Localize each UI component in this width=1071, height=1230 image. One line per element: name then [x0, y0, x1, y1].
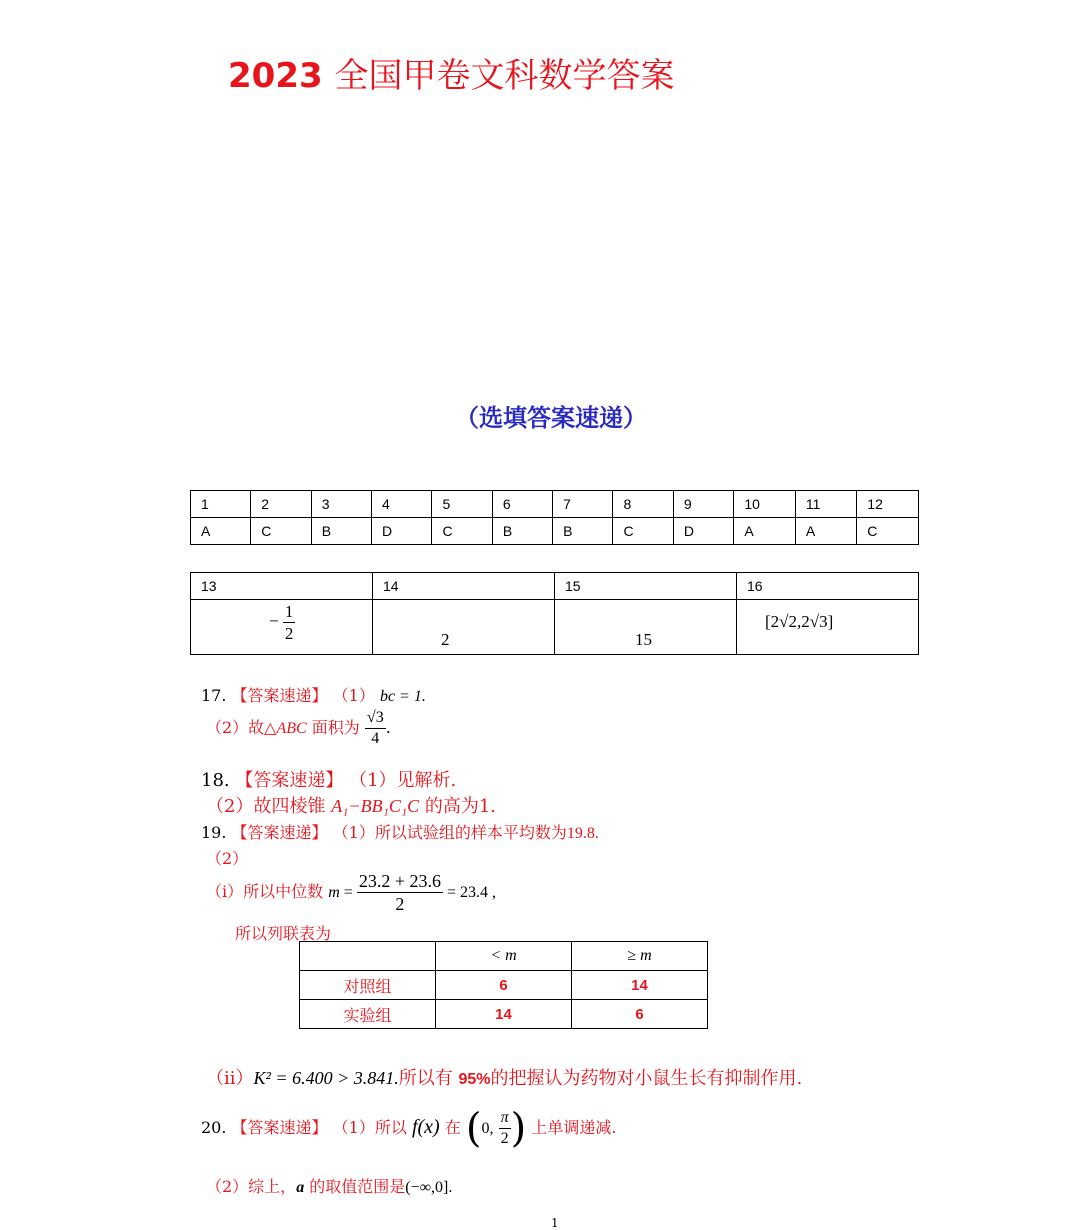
table-row [191, 518, 919, 545]
fraction-numerator: √3 [365, 710, 386, 729]
title-year: 2023 [228, 56, 323, 96]
answer-tag: 【答案速递】 [231, 686, 328, 705]
page-title [228, 48, 674, 97]
q18-line1 [201, 766, 456, 792]
fraction-numerator: π [499, 1110, 511, 1129]
contingency-table [299, 941, 708, 1029]
function: f(x) [411, 1116, 440, 1138]
table-cell: 14 [572, 971, 708, 1000]
table-cell: 6 [436, 971, 572, 1000]
fraction [357, 872, 443, 913]
question-number: 10 [734, 491, 796, 518]
q20-line2 [206, 1174, 452, 1197]
part-text: （1）所以 [332, 1118, 412, 1137]
part-text: 所以有 [398, 1068, 459, 1089]
fraction-numerator: 23.2 + 23.6 [358, 871, 441, 891]
answer-cell: B [553, 518, 613, 545]
part-text: 面积为 [306, 718, 360, 737]
q20-line1 [201, 1104, 616, 1152]
answer-cell-16 [737, 600, 919, 655]
question-number: 9 [673, 491, 733, 518]
question-number: 1 [191, 491, 251, 518]
math-value: 19.8. [566, 825, 599, 842]
question-number: 4 [372, 491, 432, 518]
math-expression: bc = 1. [379, 688, 426, 705]
interval-start: 0, [481, 1120, 494, 1137]
math-result: = 23.4 , [442, 884, 496, 901]
fraction-denominator: 2 [284, 624, 294, 643]
math-range: (−∞,0]. [405, 1179, 453, 1196]
part-text: （2）综上， [206, 1177, 297, 1196]
section-subtitle: （选填答案速递） [455, 404, 647, 432]
answer-15: 15 [635, 630, 652, 649]
q19-line-ii [206, 1064, 802, 1090]
table-row [300, 1000, 708, 1029]
answer-cell: C [432, 518, 492, 545]
q19-line3 [206, 872, 496, 913]
question-number: 6 [492, 491, 552, 518]
table-cell: 14 [436, 1000, 572, 1029]
open-paren: ( [465, 1105, 482, 1152]
math-expression: K² = 6.400 > 3.841. [253, 1068, 399, 1088]
answer-tag: 【答案速递】 [235, 770, 344, 791]
part-text: （1）所以试验组的样本平均数为 [332, 823, 567, 842]
part-label: （2） [206, 849, 249, 868]
answer-tag: 【答案速递】 [231, 823, 328, 842]
answer-cell: B [311, 518, 371, 545]
period: . [385, 718, 391, 737]
table-row [191, 600, 919, 655]
row-label: 对照组 [300, 971, 436, 1000]
part-text: （2）故△ [206, 718, 277, 737]
question-number: 11 [795, 491, 856, 518]
q18-line2 [206, 792, 496, 818]
answer-cell: C [613, 518, 673, 545]
empty-cell [300, 942, 436, 971]
page-number: 1 [551, 1216, 559, 1230]
question-number: 13 [191, 573, 373, 600]
part-text: 的取值范围是 [304, 1177, 406, 1196]
table-row [300, 942, 708, 971]
answer-cell: B [492, 518, 552, 545]
part-text: （2）故四棱锥 [206, 796, 332, 817]
question-number: 18. [201, 770, 230, 791]
triangle-name: ABC [276, 720, 307, 737]
row-label: 实验组 [300, 1000, 436, 1029]
answer-14: 2 [441, 630, 450, 649]
question-number: 8 [613, 491, 673, 518]
table-row [300, 971, 708, 1000]
close-paren: ) [510, 1105, 527, 1152]
part-label: （ii） [206, 1068, 254, 1089]
answer-cell: C [857, 518, 919, 545]
answer-cell: A [191, 518, 251, 545]
question-number: 12 [857, 491, 919, 518]
question-number: 19. [201, 823, 227, 842]
fraction [283, 603, 296, 642]
question-number: 2 [251, 491, 311, 518]
q17-line1 [201, 683, 426, 706]
percentage: 95% [458, 1071, 491, 1088]
equals: = [339, 884, 357, 901]
question-number: 20. [201, 1118, 227, 1137]
answer-cell: D [673, 518, 733, 545]
answer-cell-13 [191, 600, 373, 655]
math-expression: A₁−BB₁C₁C [331, 796, 420, 816]
fraction-denominator: 2 [395, 894, 405, 914]
part-label: （1） [332, 686, 375, 705]
table-cell: 6 [572, 1000, 708, 1029]
question-number: 17. [201, 686, 227, 705]
table-row [191, 573, 919, 600]
question-number: 16 [737, 573, 919, 600]
q19-line2 [206, 846, 248, 869]
answer-cell: C [251, 518, 311, 545]
question-number: 5 [432, 491, 492, 518]
answer-cell: A [795, 518, 856, 545]
question-number: 15 [555, 573, 737, 600]
part-text: （i）所以中位数 [206, 882, 329, 901]
fraction-numerator: 1 [284, 602, 294, 621]
caption-text: 所以列联表为 [235, 924, 332, 943]
part-text: 上单调递减. [531, 1118, 617, 1137]
answer-cell-15 [555, 600, 737, 655]
fraction [365, 710, 386, 747]
answer-tag: 【答案速递】 [231, 1118, 328, 1137]
minus-sign: − [269, 611, 279, 631]
choice-answers-table [190, 490, 919, 545]
q17-line2 [206, 710, 391, 747]
title-text: 全国甲卷文科数学答案 [334, 56, 675, 96]
q19-line1 [201, 820, 599, 843]
fill-in-answers-table [190, 572, 919, 655]
answer-cell: A [734, 518, 796, 545]
question-number: 7 [553, 491, 613, 518]
answer-13 [269, 603, 295, 642]
column-header: ≥ m [572, 942, 708, 971]
answer-16: [2√2,2√3] [765, 612, 834, 631]
variable: m [328, 884, 340, 901]
column-header: < m [436, 942, 572, 971]
part-text: （1）见解析. [349, 770, 457, 791]
fraction-denominator: 2 [500, 1130, 509, 1147]
table-row [191, 491, 919, 518]
part-text: 的高为1. [419, 796, 497, 817]
part-text: 在 [439, 1118, 461, 1137]
question-number: 14 [373, 573, 555, 600]
part-text: 的把握认为药物对小鼠生长有抑制作用. [490, 1068, 803, 1089]
answer-cell: D [372, 518, 432, 545]
answer-cell-14 [373, 600, 555, 655]
question-number: 3 [311, 491, 371, 518]
fraction [499, 1110, 511, 1147]
fraction-denominator: 4 [371, 730, 380, 747]
variable: a [296, 1179, 305, 1196]
